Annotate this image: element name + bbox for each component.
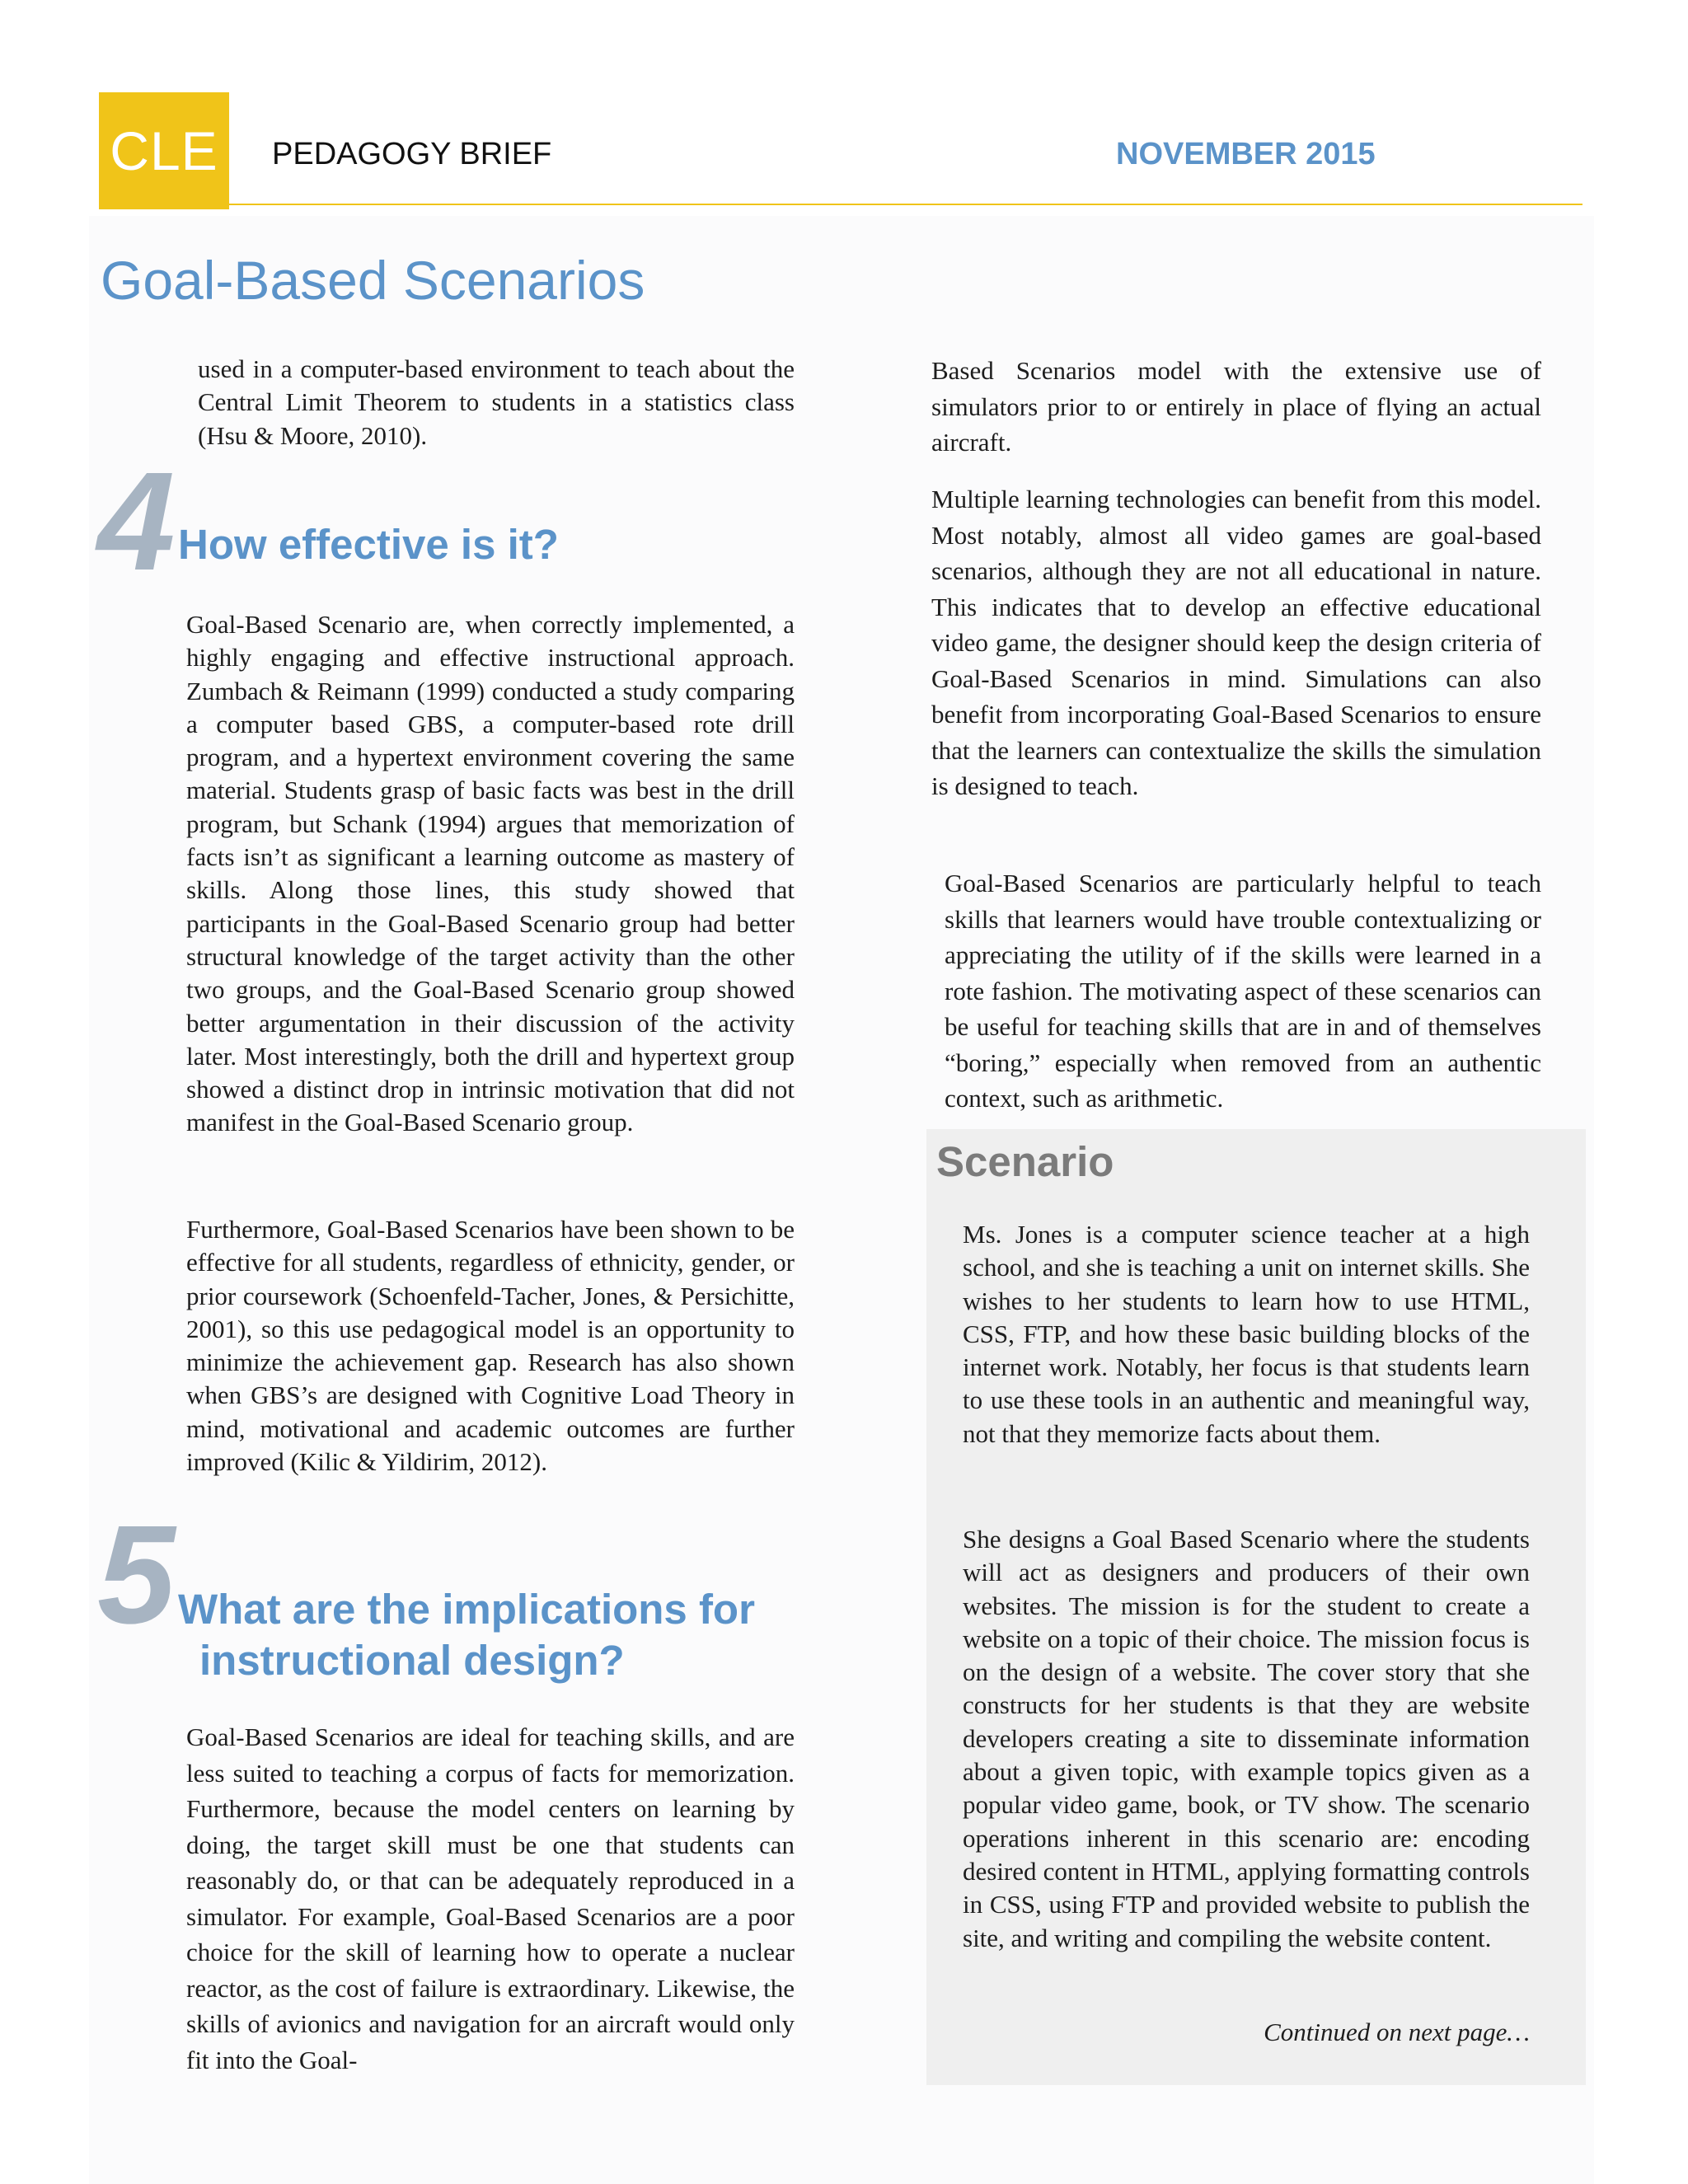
scenario-title: Scenario [936,1138,1114,1185]
right-paragraph-3: Goal-Based Scenarios are particularly helpful to teach skills that learners would have trouble contextualizing or appreciating the utility of if the skills were learned in a rote fashion. The motivating aspect of these scenarios can be useful for teaching skills that are in and of themselves “boring,” especially when removed from an authentic context, such as arithmetic. [945,869,1541,1113]
page-title: Goal-Based Scenarios [101,250,645,311]
right-paragraph-1: Based Scenarios model with the extensive use of simulators prior to or entirely in place of flying an actual aircraft. [931,356,1541,457]
brief-label: PEDAGOGY BRIEF [272,137,552,171]
continued-note: Continued on next page… [1264,2018,1530,2046]
logo-text: CLE [110,120,218,181]
implications-paragraph: Goal-Based Scenarios are ideal for teaching skills, and are less suited to teaching a corpus of facts for memorization. Furthermore, because the model centers on learning by doing, the target skill must be one that students can reasonably do, or that can be adequately reproduced in a simulator. For example, Goal-Based Scenarios are a poor choice for the skill of learning how to operate a nuclear reactor, as the cost of failure is extraordinary. Likewise, the skills of avionics and navigation for an aircraft would only fit into the Goal- [186,1722,795,2074]
section-heading-implications-line-2: instructional design? [199,1637,625,1684]
issue-date: NOVEMBER 2015 [1116,137,1376,171]
scenario-paragraph-1: Ms. Jones is a computer science teacher at a high school, and she is teaching a unit on internet skills. She wishes to her students to learn how to use HTML, CSS, FTP, and how these basic building blocks of the internet work. Notably, her focus is that students learn to use these tools in an authentic and meaningful way, not that they memorize facts about them. [963,1220,1530,1448]
intro-paragraph: used in a computer-based environment to teach about the Central Limit Theorem to students in a statistics class (Hsu & Moore, 2010). [198,354,795,450]
section-heading-effectiveness: How effective is it? [178,521,559,568]
section-heading-implications-line-1: What are the implications for [178,1586,755,1633]
effectiveness-paragraph-2: Furthermore, Goal-Based Scenarios have been shown to be effective for all students, regardless of ethnicity, gender, or prior coursework (Schoenfeld-Tacher, Jones, & Persichitte, 2001), so this use pedagogical model is an opportunity to minimize the achievement gap. Research has also shown when GBS’s are designed with Cognitive Load Theory in mind, motivational and academic outcomes are further improved (Kilic & Yildirim, 2012). [186,1215,795,1477]
effectiveness-paragraph-1: Goal-Based Scenario are, when correctly implemented, a highly engaging and effective instructional approach. Zumbach & Reimann (1999) conducted a study comparing a computer based GBS, a computer-based rote drill program, and a hypertext environment covering the same material. Students grasp of basic facts was best in the drill program, but Schank (1994) argues that memorization of facts isn’t as significant a learning outcome as mastery of skills. Along those lines, this study showed that participants in the Goal-Based Scenario group had better structural knowledge of the target activity than the other two groups, and the Goal-Based Scenario group showed better argumentation in their discussion of the activity later. Most interestingly, both the drill and hypertext group showed a distinct drop in intrinsic motivation that did not manifest in the Goal-Based Scenario group. [186,610,795,1137]
scenario-paragraph-2: She designs a Goal Based Scenario where the students will act as designers and producers of their own websites. The mission is for the student to create a website on a topic of their choice. The mission focus is on the design of a website. The cover story that she constructs for her students is that they are website developers creating a site to disseminate information about a given topic, with example topics given as a popular video game, book, or TV show. The scenario operations inherent in this scenario are: encoding desired content in HTML, applying formatting controls in CSS, using FTP and provided website to publish the site, and writing and compiling the website content. [963,1525,1530,1952]
section-number-4: 4 [97,443,176,600]
section-number-5: 5 [97,1497,176,1653]
right-paragraph-2: Multiple learning technologies can benefit from this model. Most notably, almost all video games are goal-based scenarios, although they are not all educational in nature. This indicates that to develop an effective educational video game, the designer should keep the design criteria of Goal-Based Scenarios in mind. Simulations can also benefit from incorporating Goal-Based Scenarios to ensure that the learners can contextualize the skills the simulation is designed to teach. [931,485,1541,800]
cle-logo [99,92,229,209]
header-divider [229,204,1582,205]
